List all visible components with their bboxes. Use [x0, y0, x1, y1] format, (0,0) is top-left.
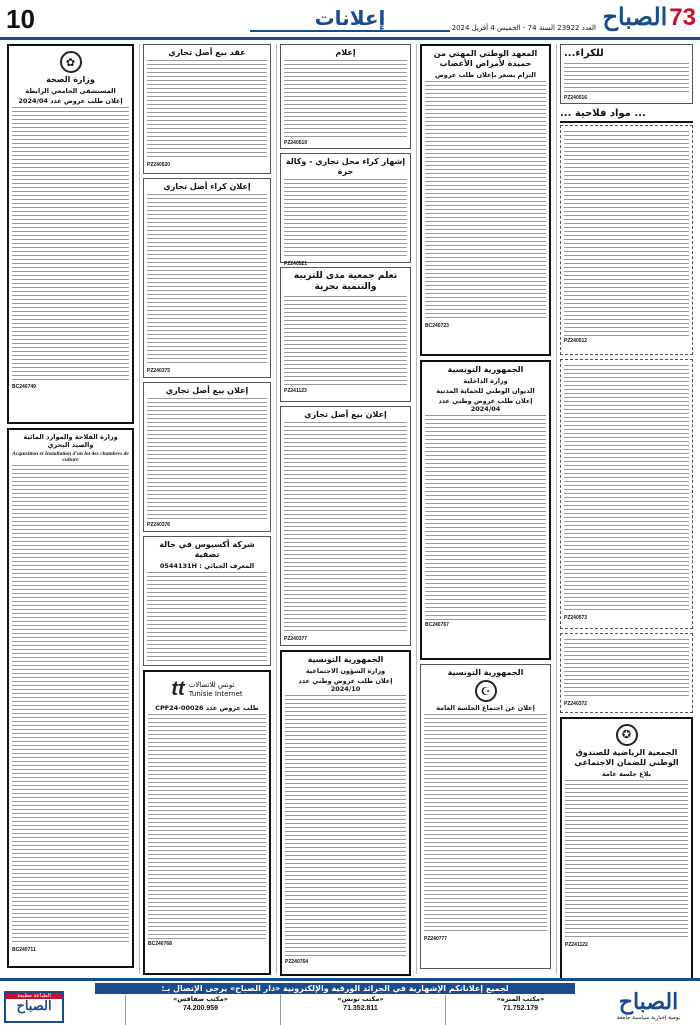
tt-latin: Tunisie Internet	[188, 689, 243, 698]
print-mark-name: الصباح	[16, 999, 52, 1014]
print-mark	[4, 991, 64, 1023]
lease-ad	[280, 153, 411, 267]
page-number: 10	[6, 4, 35, 34]
cnss-title: الجمعية الرياضية للصندوق الوطني للضمان الاجتماعي	[574, 747, 679, 767]
page-footer	[0, 978, 700, 1025]
sell-shop-ref: PZ240376	[147, 522, 171, 528]
cnss-sub: بلاغ جلسة عامة	[601, 769, 652, 778]
health-title: وزارة الصحة	[46, 75, 95, 84]
page-header	[0, 0, 700, 40]
footer-logo-name: الصباح	[618, 989, 679, 1015]
rent-shop-title: إعلان كراء أصل تجاري	[163, 182, 251, 191]
footer-logo-tagline: يومية إخبارية سياسية جامعة	[616, 1015, 681, 1021]
office-tunis-title: «مكتب تونس»	[337, 995, 384, 1003]
column-4	[139, 44, 274, 974]
logo-text: الصباح	[602, 2, 668, 31]
office-menzah-title: «مكتب المنزه»	[496, 995, 545, 1003]
sale-contract-ref: PZ240520	[147, 162, 171, 168]
tt-ref: BC240768	[148, 941, 172, 947]
civil-title: الجمهورية التونسية	[447, 365, 524, 374]
notice-title: إعلام	[335, 48, 356, 57]
farm-ad-2-ref: PZ240573	[564, 614, 588, 621]
sale-contract-title: عقد بيع أصل تجاري	[168, 48, 246, 57]
farm-ad-2	[560, 359, 693, 629]
footer-logo	[601, 989, 696, 1021]
liquidation-sub: المعرف الجبائي : 0544131H	[159, 562, 255, 570]
assembly-sub: إعلان عن اجتماع الجلسة العامة	[436, 704, 535, 712]
office-sfax-title: «مكتب صفاقس»	[173, 995, 228, 1003]
assembly-ad	[420, 664, 551, 969]
civil-sub: وزارة الداخلية	[463, 377, 508, 385]
rental-ad	[560, 44, 693, 104]
civil-ref: BC240767	[425, 622, 449, 628]
masthead	[451, 2, 696, 36]
footer-banner: لجميع إعلاناتكم الإشهارية في الجرائد الورقية والإلكترونية «دار الصباح» يرجى الإتصال بـ:	[95, 983, 575, 994]
assembly-title: الجمهورية التونسية	[447, 668, 524, 677]
health-ad	[7, 44, 134, 424]
sale-ref: PZ240377	[284, 636, 308, 642]
rental-ref: PZ240516	[564, 94, 588, 101]
social-sub: وزارة الشؤون الاجتماعية	[305, 667, 386, 675]
health-emblem-icon: ✿	[60, 51, 82, 73]
office-menzah-phone: 71.752.179	[502, 1004, 539, 1012]
rent-shop-ref: PZ240375	[147, 368, 171, 374]
masthead-logo	[602, 2, 696, 32]
agri-title: وزارة الفلاحة والموارد المائية والصيد البحري	[23, 433, 118, 450]
footer-office-tunis	[280, 995, 440, 1025]
notice-ref: PZ240519	[284, 140, 308, 146]
sale-title: إعلان بيع أصل تجاري	[304, 410, 387, 419]
office-sfax-phone: 74.200.959	[182, 1004, 219, 1012]
institute-ad	[420, 44, 551, 356]
farm-ad-1	[560, 125, 693, 355]
rent-shop-ad	[143, 178, 271, 378]
column-5	[4, 44, 137, 974]
notice-ad	[280, 44, 411, 149]
cnss-emblem-icon: ✪	[616, 724, 638, 746]
sale-ad	[280, 406, 411, 646]
column-2	[416, 44, 554, 974]
ads-columns	[4, 44, 696, 974]
farm-ad-1-ref: PZ240512	[564, 337, 588, 344]
farm-ad-3-ref: PZ240372	[564, 700, 588, 707]
farm-section-title: ... مواد فلاحية ...	[560, 108, 693, 123]
institute-title: المعهد الوطني المهني من حميدة لأمراض الأعصاب	[433, 49, 538, 68]
civil-sub3: إعلان طلب عروض وطني عدد 2024/04	[438, 397, 533, 413]
tunisie-internet-ad	[143, 670, 271, 975]
agri-latin: Acquisition et Installation d'un lot des chambres de culture	[12, 451, 129, 464]
lease-title: إشهار كراء محل تجاري - وكالة حرة	[285, 157, 406, 176]
civil-sub2: الديوان الوطني للحماية المدنية	[436, 387, 535, 395]
office-tunis-phone: 71.352.811	[343, 1004, 378, 1012]
tt-arabic: تونس للاتصالات	[188, 681, 235, 690]
liquidation-ad	[143, 536, 271, 666]
farm-ad-3	[560, 633, 693, 713]
association-ad	[280, 267, 411, 402]
print-mark-top: الطباعة مطبعة	[6, 993, 62, 999]
social-title: الجمهورية التونسية	[307, 655, 384, 664]
tt-logo-mark: tt	[171, 678, 185, 700]
logo-number: 73	[669, 4, 696, 31]
agri-ref: BC240711	[12, 947, 36, 954]
issue-line: العدد 23922 السنة 74 - الخميس 4 أفريل 2024	[451, 24, 596, 32]
footer-office-menzah	[445, 995, 595, 1025]
column-3	[276, 44, 414, 974]
cnss-ref: PZ241122	[565, 941, 588, 948]
sale-contract-ad	[143, 44, 271, 174]
tt-tender-title: طلب عروض عدد CPF24-00026	[155, 704, 259, 712]
health-ref: BC240749	[12, 384, 36, 390]
institute-sub: التزام بسعر بإعلان طلب عروض	[435, 71, 536, 79]
civil-protection-ad	[420, 360, 551, 660]
lease-ref: PZ240521	[284, 261, 308, 267]
social-affairs-ad	[280, 650, 411, 976]
association-ref: PZ241123	[284, 387, 307, 394]
assembly-ref: PZ240777	[424, 936, 448, 942]
social-sub2: إعلان طلب عروض وطني عدد 2024/10	[298, 677, 393, 693]
institute-ref: BC240723	[425, 323, 449, 329]
column-1	[556, 44, 696, 974]
state-emblem-icon: ☪	[475, 680, 497, 702]
section-title: إعلانات	[250, 6, 450, 32]
cnss-sports-ad	[560, 717, 693, 981]
rental-title: للكراء...	[564, 48, 604, 59]
sell-shop-ad	[143, 382, 271, 532]
association-title: تعلم جمعية مدى للتربية والتنمية بجربة	[293, 271, 398, 293]
sell-shop-title: إعلان بيع أصل تجاري	[165, 386, 249, 395]
agriculture-ad	[7, 428, 134, 968]
health-sub: المستشفى الجامعي الرابطة	[25, 87, 116, 95]
footer-office-sfax	[125, 995, 275, 1025]
liquidation-title: شركة أكسيوس في حالة تصفية	[159, 540, 255, 559]
social-ref: PZ240764	[285, 959, 309, 965]
health-sub2: إعلان طلب عروض عدد 2024/04	[18, 97, 123, 105]
tt-logo	[148, 678, 266, 701]
